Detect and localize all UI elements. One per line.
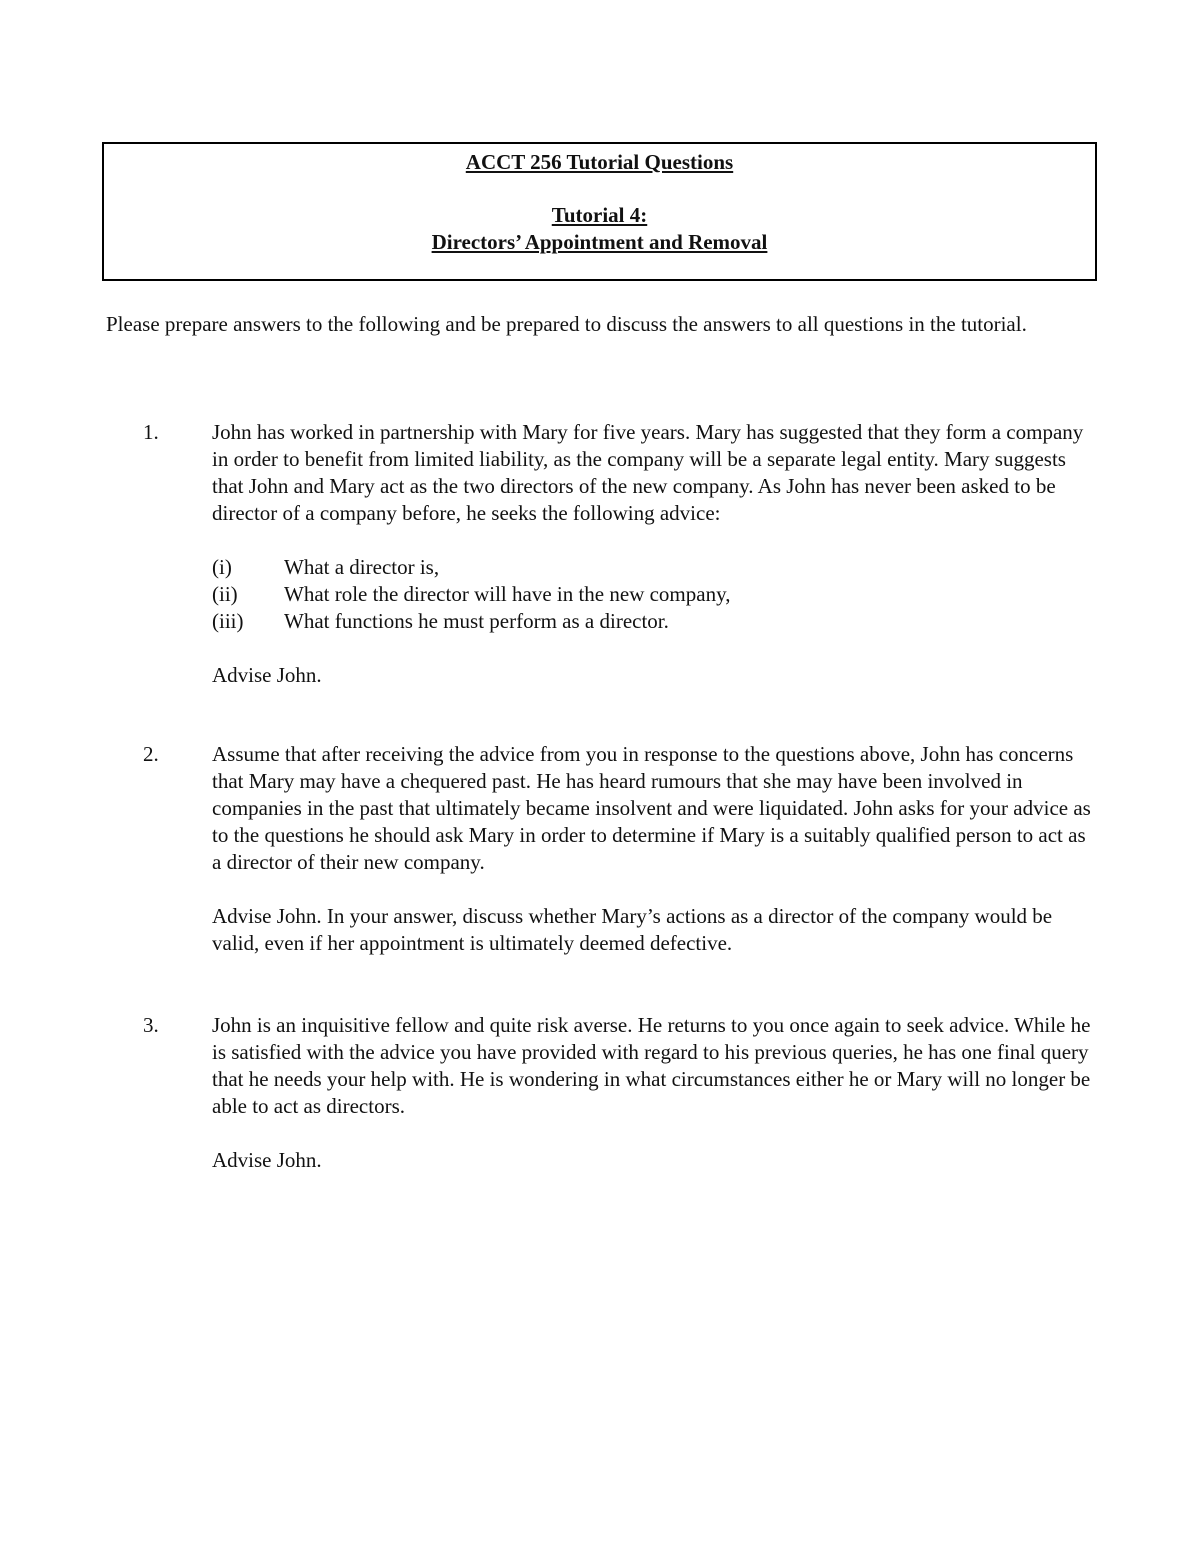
sub-question-text: What a director is, bbox=[284, 555, 440, 579]
sub-question-text: What role the director will have in the new company, bbox=[284, 582, 731, 606]
question-text: John has worked in partnership with Mary for five years. Mary has suggested that they form a company in order to benefit from limited liability, as the company will be a separate legal entity. Mary suggests that John and Mary act as the two directors of the new company. As John has never been asked to be director of a company before, he seeks the following advice: bbox=[212, 420, 1084, 525]
course-title: ACCT 256 Tutorial Questions bbox=[465, 150, 734, 174]
question-number: 2. bbox=[143, 742, 159, 766]
sub-question-label: (i) bbox=[212, 555, 232, 579]
question-instruction: Advise John. In your answer, discuss whether Mary’s actions as a director of the company would be valid, even if her appointment is ultimately deemed defective. bbox=[212, 904, 1053, 955]
sub-question-text: What functions he must perform as a director. bbox=[284, 609, 669, 633]
sub-question-label: (iii) bbox=[212, 609, 244, 633]
tutorial-number: Tutorial 4: bbox=[551, 203, 648, 227]
sub-question-list bbox=[212, 554, 1097, 635]
sub-question bbox=[212, 608, 1097, 635]
question-text: Assume that after receiving the advice from you in response to the questions above, John has concerns that Mary may have a chequered past. He has heard rumours that she may have been involved in companies in the past that ultimately became insolvent and were liquidated. John asks for your advice as to the questions he should ask Mary in order to determine if Mary is a suitably qualified person to act as a director of their new company. bbox=[212, 742, 1091, 874]
sub-question-label: (ii) bbox=[212, 582, 238, 606]
tutorial-topic: Directors’ Appointment and Removal bbox=[431, 230, 768, 254]
question-body bbox=[212, 741, 1097, 957]
question-body bbox=[212, 1012, 1097, 1174]
question-text: John is an inquisitive fellow and quite risk averse. He returns to you once again to seek advice. While he is satisfied with the advice you have provided with regard to his previous queries, he has one final query that he needs your help with. He is wondering in what circumstances either he or Mary will no longer be able to act as directors. bbox=[212, 1013, 1091, 1118]
title-box bbox=[102, 142, 1097, 281]
question-instruction: Advise John. bbox=[212, 663, 322, 687]
question-number: 1. bbox=[143, 420, 159, 444]
question-body bbox=[212, 419, 1097, 689]
question-number: 3. bbox=[143, 1013, 159, 1037]
sub-question bbox=[212, 581, 1097, 608]
sub-question bbox=[212, 554, 1097, 581]
intro-paragraph: Please prepare answers to the following and be prepared to discuss the answers to all questions in the tutorial. bbox=[106, 312, 1027, 336]
question-instruction: Advise John. bbox=[212, 1148, 322, 1172]
